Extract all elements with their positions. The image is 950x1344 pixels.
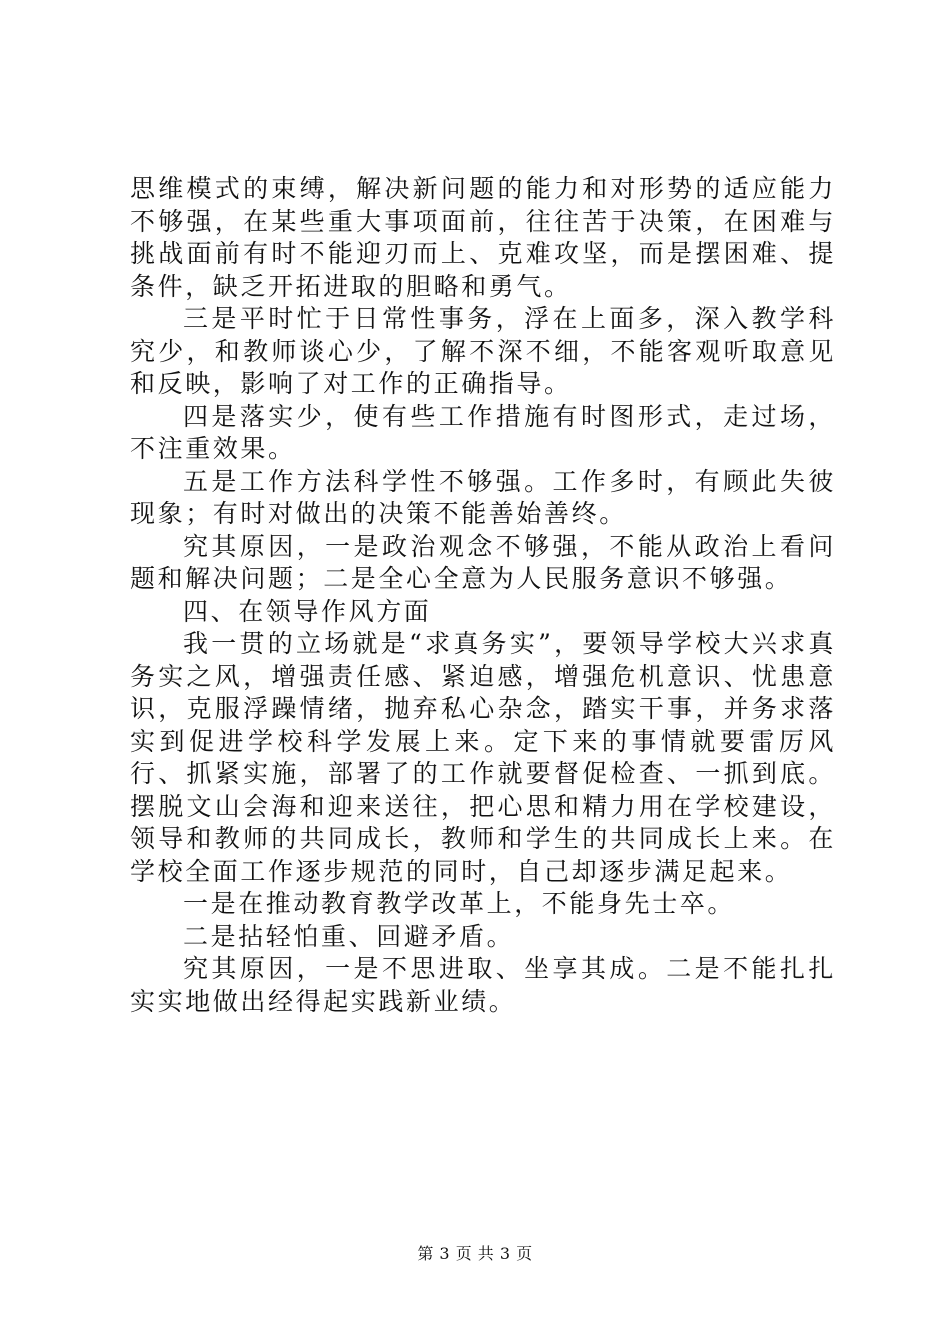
document-body <box>130 173 836 1018</box>
paragraph-item-five: 五是工作方法科学性不够强。工作多时，有顾此失彼现象；有时对做出的决策不能善始善终。 <box>130 466 836 528</box>
paragraph-item-three: 三是平时忙于日常性事务，浮在上面多，深入教学科究少，和教师谈心少，了解不深不细，不能客观听取意见和反映，影响了对工作的正确指导。 <box>130 304 836 398</box>
page-footer: 第 3 页 共 3 页 <box>417 1244 533 1263</box>
section-heading-leadership-style: 四、在领导作风方面 <box>183 596 432 626</box>
paragraph-cause-analysis-1: 究其原因，一是政治观念不够强，不能从政治上看问题和解决问题；二是全心全意为人民服务意识不够强。 <box>130 531 836 593</box>
paragraph-continuation: 思维模式的束缚，解决新问题的能力和对形势的适应能力不够强，在某些重大事项面前，往往苦于决策，在困难与挑战面前有时不能迎刃而上、克难攻坚，而是摆困难、提条件，缺乏开拓进取的胆略和勇气。 <box>130 174 836 301</box>
paragraph-item-four: 四是落实少，使有些工作措施有时图形式，走过场，不注重效果。 <box>130 401 836 463</box>
paragraph-leadership-stance: 我一贯的立场就是“求真务实”，要领导学校大兴求真务实之风，增强责任感、紧迫感，增强危机意识、忧患意识，克服浮躁情绪，抛弃私心杂念，踏实干事，并务求落实到促进学校科学发展上来。定下来的事情就要雷厉风行、抓紧实施，部署了的工作就要督促检查、一抓到底。摆脱文山会海和迎来送往，把心思和精力用在学校建设，领导和教师的共同成长，教师和学生的共同成长上来。在学校全面工作逐步规范的同时，自己却逐步满足起来。 <box>130 629 836 886</box>
paragraph-cause-analysis-2: 究其原因，一是不思进取、坐享其成。二是不能扎扎实实地做出经得起实践新业绩。 <box>130 954 836 1016</box>
paragraph-point-two: 二是拈轻怕重、回避矛盾。 <box>183 921 515 951</box>
paragraph-point-one: 一是在推动教育教学改革上，不能身先士卒。 <box>183 889 736 918</box>
